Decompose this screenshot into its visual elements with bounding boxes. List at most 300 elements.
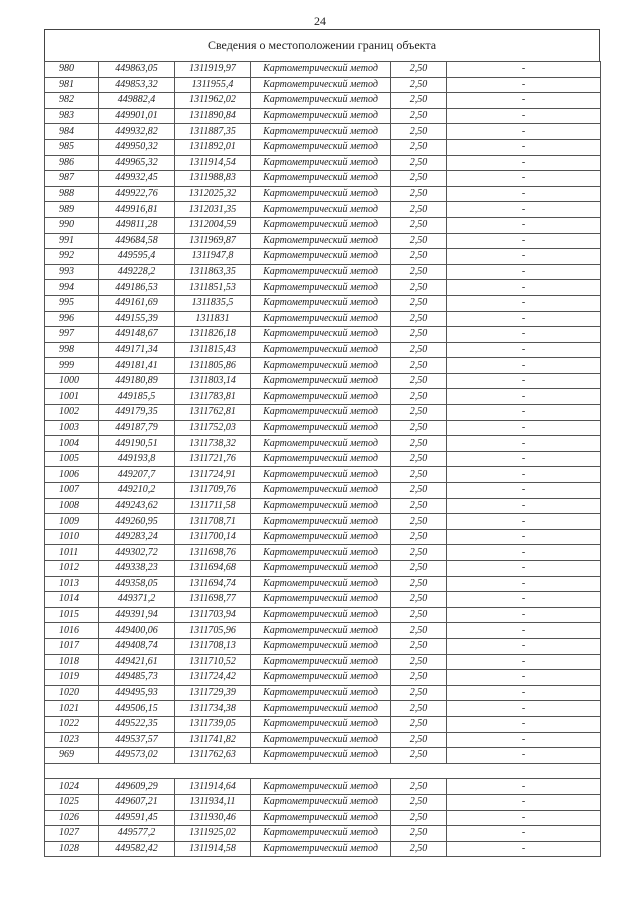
method-cell: Картометрический метод: [251, 810, 391, 826]
point-number-cell: 981: [45, 77, 99, 93]
y-coordinate-cell: 1311826,18: [175, 327, 251, 343]
contour-separator-row: [45, 763, 601, 779]
x-coordinate-cell: 449582,42: [99, 841, 175, 857]
accuracy-cell: 2,50: [391, 77, 447, 93]
table-row: [45, 171, 601, 187]
y-coordinate-cell: 1311705,96: [175, 623, 251, 639]
x-coordinate-cell: 449591,45: [99, 810, 175, 826]
method-cell: Картометрический метод: [251, 638, 391, 654]
x-coordinate-cell: 449522,35: [99, 716, 175, 732]
accuracy-cell: 2,50: [391, 794, 447, 810]
x-coordinate-cell: 449408,74: [99, 638, 175, 654]
x-coordinate-cell: 449161,69: [99, 295, 175, 311]
point-number-cell: 986: [45, 155, 99, 171]
y-coordinate-cell: 1311694,68: [175, 561, 251, 577]
x-coordinate-cell: 449243,62: [99, 498, 175, 514]
method-cell: Картометрический метод: [251, 373, 391, 389]
method-cell: Картометрический метод: [251, 358, 391, 374]
description-cell: -: [447, 498, 601, 514]
x-coordinate-cell: 449932,45: [99, 171, 175, 187]
description-cell: -: [447, 93, 601, 109]
method-cell: Картометрический метод: [251, 389, 391, 405]
point-number-cell: 1004: [45, 436, 99, 452]
accuracy-cell: 2,50: [391, 576, 447, 592]
y-coordinate-cell: 1311805,86: [175, 358, 251, 374]
y-coordinate-cell: 1311831: [175, 311, 251, 327]
x-coordinate-cell: 449210,2: [99, 483, 175, 499]
y-coordinate-cell: 1311887,35: [175, 124, 251, 140]
method-cell: Картометрический метод: [251, 295, 391, 311]
point-number-cell: 1027: [45, 826, 99, 842]
y-coordinate-cell: 1311815,43: [175, 342, 251, 358]
accuracy-cell: 2,50: [391, 436, 447, 452]
description-cell: -: [447, 389, 601, 405]
y-coordinate-cell: 1311919,97: [175, 62, 251, 78]
y-coordinate-cell: 1311709,76: [175, 483, 251, 499]
x-coordinate-cell: 449400,06: [99, 623, 175, 639]
x-coordinate-cell: 449148,67: [99, 327, 175, 343]
method-cell: Картометрический метод: [251, 607, 391, 623]
table-title: Сведения о местоположении границ объекта: [44, 29, 600, 62]
y-coordinate-cell: 1311738,32: [175, 436, 251, 452]
accuracy-cell: 2,50: [391, 108, 447, 124]
x-coordinate-cell: 449358,05: [99, 576, 175, 592]
accuracy-cell: 2,50: [391, 311, 447, 327]
x-coordinate-cell: 449684,58: [99, 233, 175, 249]
description-cell: -: [447, 233, 601, 249]
method-cell: Картометрический метод: [251, 654, 391, 670]
accuracy-cell: 2,50: [391, 841, 447, 857]
separator-cell: [45, 763, 601, 779]
method-cell: Картометрический метод: [251, 561, 391, 577]
description-cell: -: [447, 467, 601, 483]
table-row: [45, 62, 601, 78]
method-cell: Картометрический метод: [251, 420, 391, 436]
y-coordinate-cell: 1311947,8: [175, 249, 251, 265]
accuracy-cell: 2,50: [391, 139, 447, 155]
point-number-cell: 1011: [45, 545, 99, 561]
point-number-cell: 1022: [45, 716, 99, 732]
accuracy-cell: 2,50: [391, 202, 447, 218]
method-cell: Картометрический метод: [251, 685, 391, 701]
accuracy-cell: 2,50: [391, 62, 447, 78]
table-row: [45, 638, 601, 654]
y-coordinate-cell: 1311708,13: [175, 638, 251, 654]
method-cell: Картометрический метод: [251, 514, 391, 530]
accuracy-cell: 2,50: [391, 498, 447, 514]
y-coordinate-cell: 1311741,82: [175, 732, 251, 748]
y-coordinate-cell: 1311703,94: [175, 607, 251, 623]
accuracy-cell: 2,50: [391, 358, 447, 374]
table-row: [45, 186, 601, 202]
point-number-cell: 1017: [45, 638, 99, 654]
description-cell: -: [447, 405, 601, 421]
method-cell: Картометрический метод: [251, 139, 391, 155]
method-cell: Картометрический метод: [251, 217, 391, 233]
method-cell: Картометрический метод: [251, 171, 391, 187]
coordinates-table-body: [45, 62, 601, 857]
description-cell: -: [447, 139, 601, 155]
x-coordinate-cell: 449965,32: [99, 155, 175, 171]
y-coordinate-cell: 1311698,77: [175, 592, 251, 608]
table-row: [45, 436, 601, 452]
x-coordinate-cell: 449228,2: [99, 264, 175, 280]
y-coordinate-cell: 1311962,02: [175, 93, 251, 109]
point-number-cell: 983: [45, 108, 99, 124]
method-cell: Картометрический метод: [251, 576, 391, 592]
description-cell: -: [447, 264, 601, 280]
point-number-cell: 1007: [45, 483, 99, 499]
y-coordinate-cell: 1311863,35: [175, 264, 251, 280]
point-number-cell: 1018: [45, 654, 99, 670]
x-coordinate-cell: 449190,51: [99, 436, 175, 452]
point-number-cell: 982: [45, 93, 99, 109]
method-cell: Картометрический метод: [251, 670, 391, 686]
y-coordinate-cell: 1311698,76: [175, 545, 251, 561]
table-row: [45, 841, 601, 857]
method-cell: Картометрический метод: [251, 62, 391, 78]
y-coordinate-cell: 1311752,03: [175, 420, 251, 436]
accuracy-cell: 2,50: [391, 373, 447, 389]
description-cell: -: [447, 436, 601, 452]
point-number-cell: 1021: [45, 701, 99, 717]
description-cell: -: [447, 62, 601, 78]
point-number-cell: 1013: [45, 576, 99, 592]
point-number-cell: 991: [45, 233, 99, 249]
method-cell: Картометрический метод: [251, 124, 391, 140]
description-cell: -: [447, 186, 601, 202]
table-row: [45, 794, 601, 810]
table-row: [45, 483, 601, 499]
point-number-cell: 1015: [45, 607, 99, 623]
x-coordinate-cell: 449609,29: [99, 779, 175, 795]
method-cell: Картометрический метод: [251, 233, 391, 249]
x-coordinate-cell: 449187,79: [99, 420, 175, 436]
x-coordinate-cell: 449302,72: [99, 545, 175, 561]
method-cell: Картометрический метод: [251, 467, 391, 483]
table-row: [45, 498, 601, 514]
point-number-cell: 1024: [45, 779, 99, 795]
x-coordinate-cell: 449181,41: [99, 358, 175, 374]
point-number-cell: 987: [45, 171, 99, 187]
description-cell: -: [447, 483, 601, 499]
accuracy-cell: 2,50: [391, 451, 447, 467]
point-number-cell: 984: [45, 124, 99, 140]
y-coordinate-cell: 1311729,39: [175, 685, 251, 701]
point-number-cell: 990: [45, 217, 99, 233]
point-number-cell: 994: [45, 280, 99, 296]
method-cell: Картометрический метод: [251, 108, 391, 124]
accuracy-cell: 2,50: [391, 467, 447, 483]
x-coordinate-cell: 449371,2: [99, 592, 175, 608]
point-number-cell: 980: [45, 62, 99, 78]
point-number-cell: 1020: [45, 685, 99, 701]
table-row: [45, 576, 601, 592]
y-coordinate-cell: 1311710,52: [175, 654, 251, 670]
accuracy-cell: 2,50: [391, 280, 447, 296]
x-coordinate-cell: 449155,39: [99, 311, 175, 327]
y-coordinate-cell: 1311762,63: [175, 748, 251, 764]
description-cell: -: [447, 451, 601, 467]
point-number-cell: 997: [45, 327, 99, 343]
table-row: [45, 295, 601, 311]
table-row: [45, 670, 601, 686]
accuracy-cell: 2,50: [391, 779, 447, 795]
table-row: [45, 701, 601, 717]
description-cell: -: [447, 358, 601, 374]
description-cell: -: [447, 217, 601, 233]
table-row: [45, 451, 601, 467]
table-row: [45, 327, 601, 343]
x-coordinate-cell: 449916,81: [99, 202, 175, 218]
table-row: [45, 561, 601, 577]
accuracy-cell: 2,50: [391, 155, 447, 171]
description-cell: -: [447, 748, 601, 764]
y-coordinate-cell: 1311803,14: [175, 373, 251, 389]
description-cell: -: [447, 576, 601, 592]
y-coordinate-cell: 1311851,53: [175, 280, 251, 296]
description-cell: -: [447, 327, 601, 343]
table-row: [45, 685, 601, 701]
point-number-cell: 1002: [45, 405, 99, 421]
table-row: [45, 202, 601, 218]
table-row: [45, 342, 601, 358]
x-coordinate-cell: 449901,01: [99, 108, 175, 124]
description-cell: -: [447, 841, 601, 857]
table-row: [45, 373, 601, 389]
y-coordinate-cell: 1311694,74: [175, 576, 251, 592]
x-coordinate-cell: 449391,94: [99, 607, 175, 623]
description-cell: -: [447, 311, 601, 327]
point-number-cell: 1003: [45, 420, 99, 436]
description-cell: -: [447, 514, 601, 530]
accuracy-cell: 2,50: [391, 654, 447, 670]
point-number-cell: 1028: [45, 841, 99, 857]
x-coordinate-cell: 449283,24: [99, 529, 175, 545]
method-cell: Картометрический метод: [251, 155, 391, 171]
x-coordinate-cell: 449932,82: [99, 124, 175, 140]
table-row: [45, 514, 601, 530]
x-coordinate-cell: 449811,28: [99, 217, 175, 233]
description-cell: -: [447, 155, 601, 171]
y-coordinate-cell: 1311721,76: [175, 451, 251, 467]
x-coordinate-cell: 449485,73: [99, 670, 175, 686]
accuracy-cell: 2,50: [391, 561, 447, 577]
accuracy-cell: 2,50: [391, 701, 447, 717]
description-cell: -: [447, 342, 601, 358]
accuracy-cell: 2,50: [391, 264, 447, 280]
y-coordinate-cell: 1311734,38: [175, 701, 251, 717]
description-cell: -: [447, 124, 601, 140]
y-coordinate-cell: 1311955,4: [175, 77, 251, 93]
y-coordinate-cell: 1311700,14: [175, 529, 251, 545]
x-coordinate-cell: 449179,35: [99, 405, 175, 421]
point-number-cell: 988: [45, 186, 99, 202]
y-coordinate-cell: 1311835,5: [175, 295, 251, 311]
accuracy-cell: 2,50: [391, 295, 447, 311]
y-coordinate-cell: 1312004,59: [175, 217, 251, 233]
table-row: [45, 654, 601, 670]
x-coordinate-cell: 449506,15: [99, 701, 175, 717]
method-cell: Картометрический метод: [251, 701, 391, 717]
y-coordinate-cell: 1311914,54: [175, 155, 251, 171]
method-cell: Картометрический метод: [251, 249, 391, 265]
accuracy-cell: 2,50: [391, 826, 447, 842]
method-cell: Картометрический метод: [251, 405, 391, 421]
accuracy-cell: 2,50: [391, 748, 447, 764]
accuracy-cell: 2,50: [391, 186, 447, 202]
description-cell: -: [447, 373, 601, 389]
point-number-cell: 1016: [45, 623, 99, 639]
method-cell: Картометрический метод: [251, 451, 391, 467]
table-row: [45, 124, 601, 140]
method-cell: Картометрический метод: [251, 529, 391, 545]
table-row: [45, 405, 601, 421]
table-row: [45, 592, 601, 608]
point-number-cell: 1000: [45, 373, 99, 389]
point-number-cell: 1006: [45, 467, 99, 483]
method-cell: Картометрический метод: [251, 483, 391, 499]
x-coordinate-cell: 449863,05: [99, 62, 175, 78]
accuracy-cell: 2,50: [391, 389, 447, 405]
accuracy-cell: 2,50: [391, 405, 447, 421]
table-row: [45, 545, 601, 561]
description-cell: -: [447, 623, 601, 639]
method-cell: Картометрический метод: [251, 545, 391, 561]
table-row: [45, 155, 601, 171]
description-cell: -: [447, 202, 601, 218]
accuracy-cell: 2,50: [391, 217, 447, 233]
method-cell: Картометрический метод: [251, 436, 391, 452]
table-row: [45, 93, 601, 109]
method-cell: Картометрический метод: [251, 202, 391, 218]
point-number-cell: 1026: [45, 810, 99, 826]
method-cell: Картометрический метод: [251, 311, 391, 327]
table-row: [45, 826, 601, 842]
accuracy-cell: 2,50: [391, 342, 447, 358]
description-cell: -: [447, 654, 601, 670]
x-coordinate-cell: 449193,8: [99, 451, 175, 467]
description-cell: -: [447, 810, 601, 826]
description-cell: -: [447, 545, 601, 561]
description-cell: -: [447, 249, 601, 265]
point-number-cell: 1025: [45, 794, 99, 810]
method-cell: Картометрический метод: [251, 93, 391, 109]
point-number-cell: 1009: [45, 514, 99, 530]
y-coordinate-cell: 1311969,87: [175, 233, 251, 249]
accuracy-cell: 2,50: [391, 638, 447, 654]
method-cell: Картометрический метод: [251, 732, 391, 748]
y-coordinate-cell: 1311914,64: [175, 779, 251, 795]
description-cell: -: [447, 826, 601, 842]
table-row: [45, 420, 601, 436]
y-coordinate-cell: 1311739,05: [175, 716, 251, 732]
accuracy-cell: 2,50: [391, 233, 447, 249]
x-coordinate-cell: 449607,21: [99, 794, 175, 810]
accuracy-cell: 2,50: [391, 607, 447, 623]
y-coordinate-cell: 1311762,81: [175, 405, 251, 421]
method-cell: Картометрический метод: [251, 592, 391, 608]
table-row: [45, 280, 601, 296]
point-number-cell: 1001: [45, 389, 99, 405]
point-number-cell: 1008: [45, 498, 99, 514]
y-coordinate-cell: 1311925,02: [175, 826, 251, 842]
y-coordinate-cell: 1311892,01: [175, 139, 251, 155]
point-number-cell: 993: [45, 264, 99, 280]
table-row: [45, 623, 601, 639]
accuracy-cell: 2,50: [391, 716, 447, 732]
method-cell: Картометрический метод: [251, 841, 391, 857]
method-cell: Картометрический метод: [251, 327, 391, 343]
point-number-cell: 989: [45, 202, 99, 218]
description-cell: -: [447, 77, 601, 93]
table-row: [45, 779, 601, 795]
method-cell: Картометрический метод: [251, 794, 391, 810]
table-row: [45, 108, 601, 124]
accuracy-cell: 2,50: [391, 249, 447, 265]
method-cell: Картометрический метод: [251, 779, 391, 795]
description-cell: -: [447, 701, 601, 717]
method-cell: Картометрический метод: [251, 498, 391, 514]
table-row: [45, 264, 601, 280]
x-coordinate-cell: 449171,34: [99, 342, 175, 358]
accuracy-cell: 2,50: [391, 670, 447, 686]
table-row: [45, 311, 601, 327]
description-cell: -: [447, 607, 601, 623]
accuracy-cell: 2,50: [391, 124, 447, 140]
accuracy-cell: 2,50: [391, 420, 447, 436]
y-coordinate-cell: 1311934,11: [175, 794, 251, 810]
x-coordinate-cell: 449595,4: [99, 249, 175, 265]
table-row: [45, 389, 601, 405]
y-coordinate-cell: 1311711,58: [175, 498, 251, 514]
y-coordinate-cell: 1311783,81: [175, 389, 251, 405]
x-coordinate-cell: 449207,7: [99, 467, 175, 483]
accuracy-cell: 2,50: [391, 93, 447, 109]
method-cell: Картометрический метод: [251, 186, 391, 202]
accuracy-cell: 2,50: [391, 171, 447, 187]
table-row: [45, 358, 601, 374]
description-cell: -: [447, 638, 601, 654]
y-coordinate-cell: 1311988,83: [175, 171, 251, 187]
method-cell: Картометрический метод: [251, 77, 391, 93]
y-coordinate-cell: 1312025,32: [175, 186, 251, 202]
description-cell: -: [447, 529, 601, 545]
method-cell: Картометрический метод: [251, 748, 391, 764]
x-coordinate-cell: 449573,02: [99, 748, 175, 764]
description-cell: -: [447, 420, 601, 436]
accuracy-cell: 2,50: [391, 529, 447, 545]
description-cell: -: [447, 108, 601, 124]
accuracy-cell: 2,50: [391, 685, 447, 701]
x-coordinate-cell: 449260,95: [99, 514, 175, 530]
x-coordinate-cell: 449922,76: [99, 186, 175, 202]
description-cell: -: [447, 561, 601, 577]
accuracy-cell: 2,50: [391, 545, 447, 561]
point-number-cell: 1019: [45, 670, 99, 686]
point-number-cell: 999: [45, 358, 99, 374]
description-cell: -: [447, 794, 601, 810]
x-coordinate-cell: 449185,5: [99, 389, 175, 405]
accuracy-cell: 2,50: [391, 483, 447, 499]
method-cell: Картометрический метод: [251, 826, 391, 842]
x-coordinate-cell: 449495,93: [99, 685, 175, 701]
description-cell: -: [447, 685, 601, 701]
point-number-cell: 995: [45, 295, 99, 311]
accuracy-cell: 2,50: [391, 327, 447, 343]
x-coordinate-cell: 449882,4: [99, 93, 175, 109]
x-coordinate-cell: 449537,57: [99, 732, 175, 748]
